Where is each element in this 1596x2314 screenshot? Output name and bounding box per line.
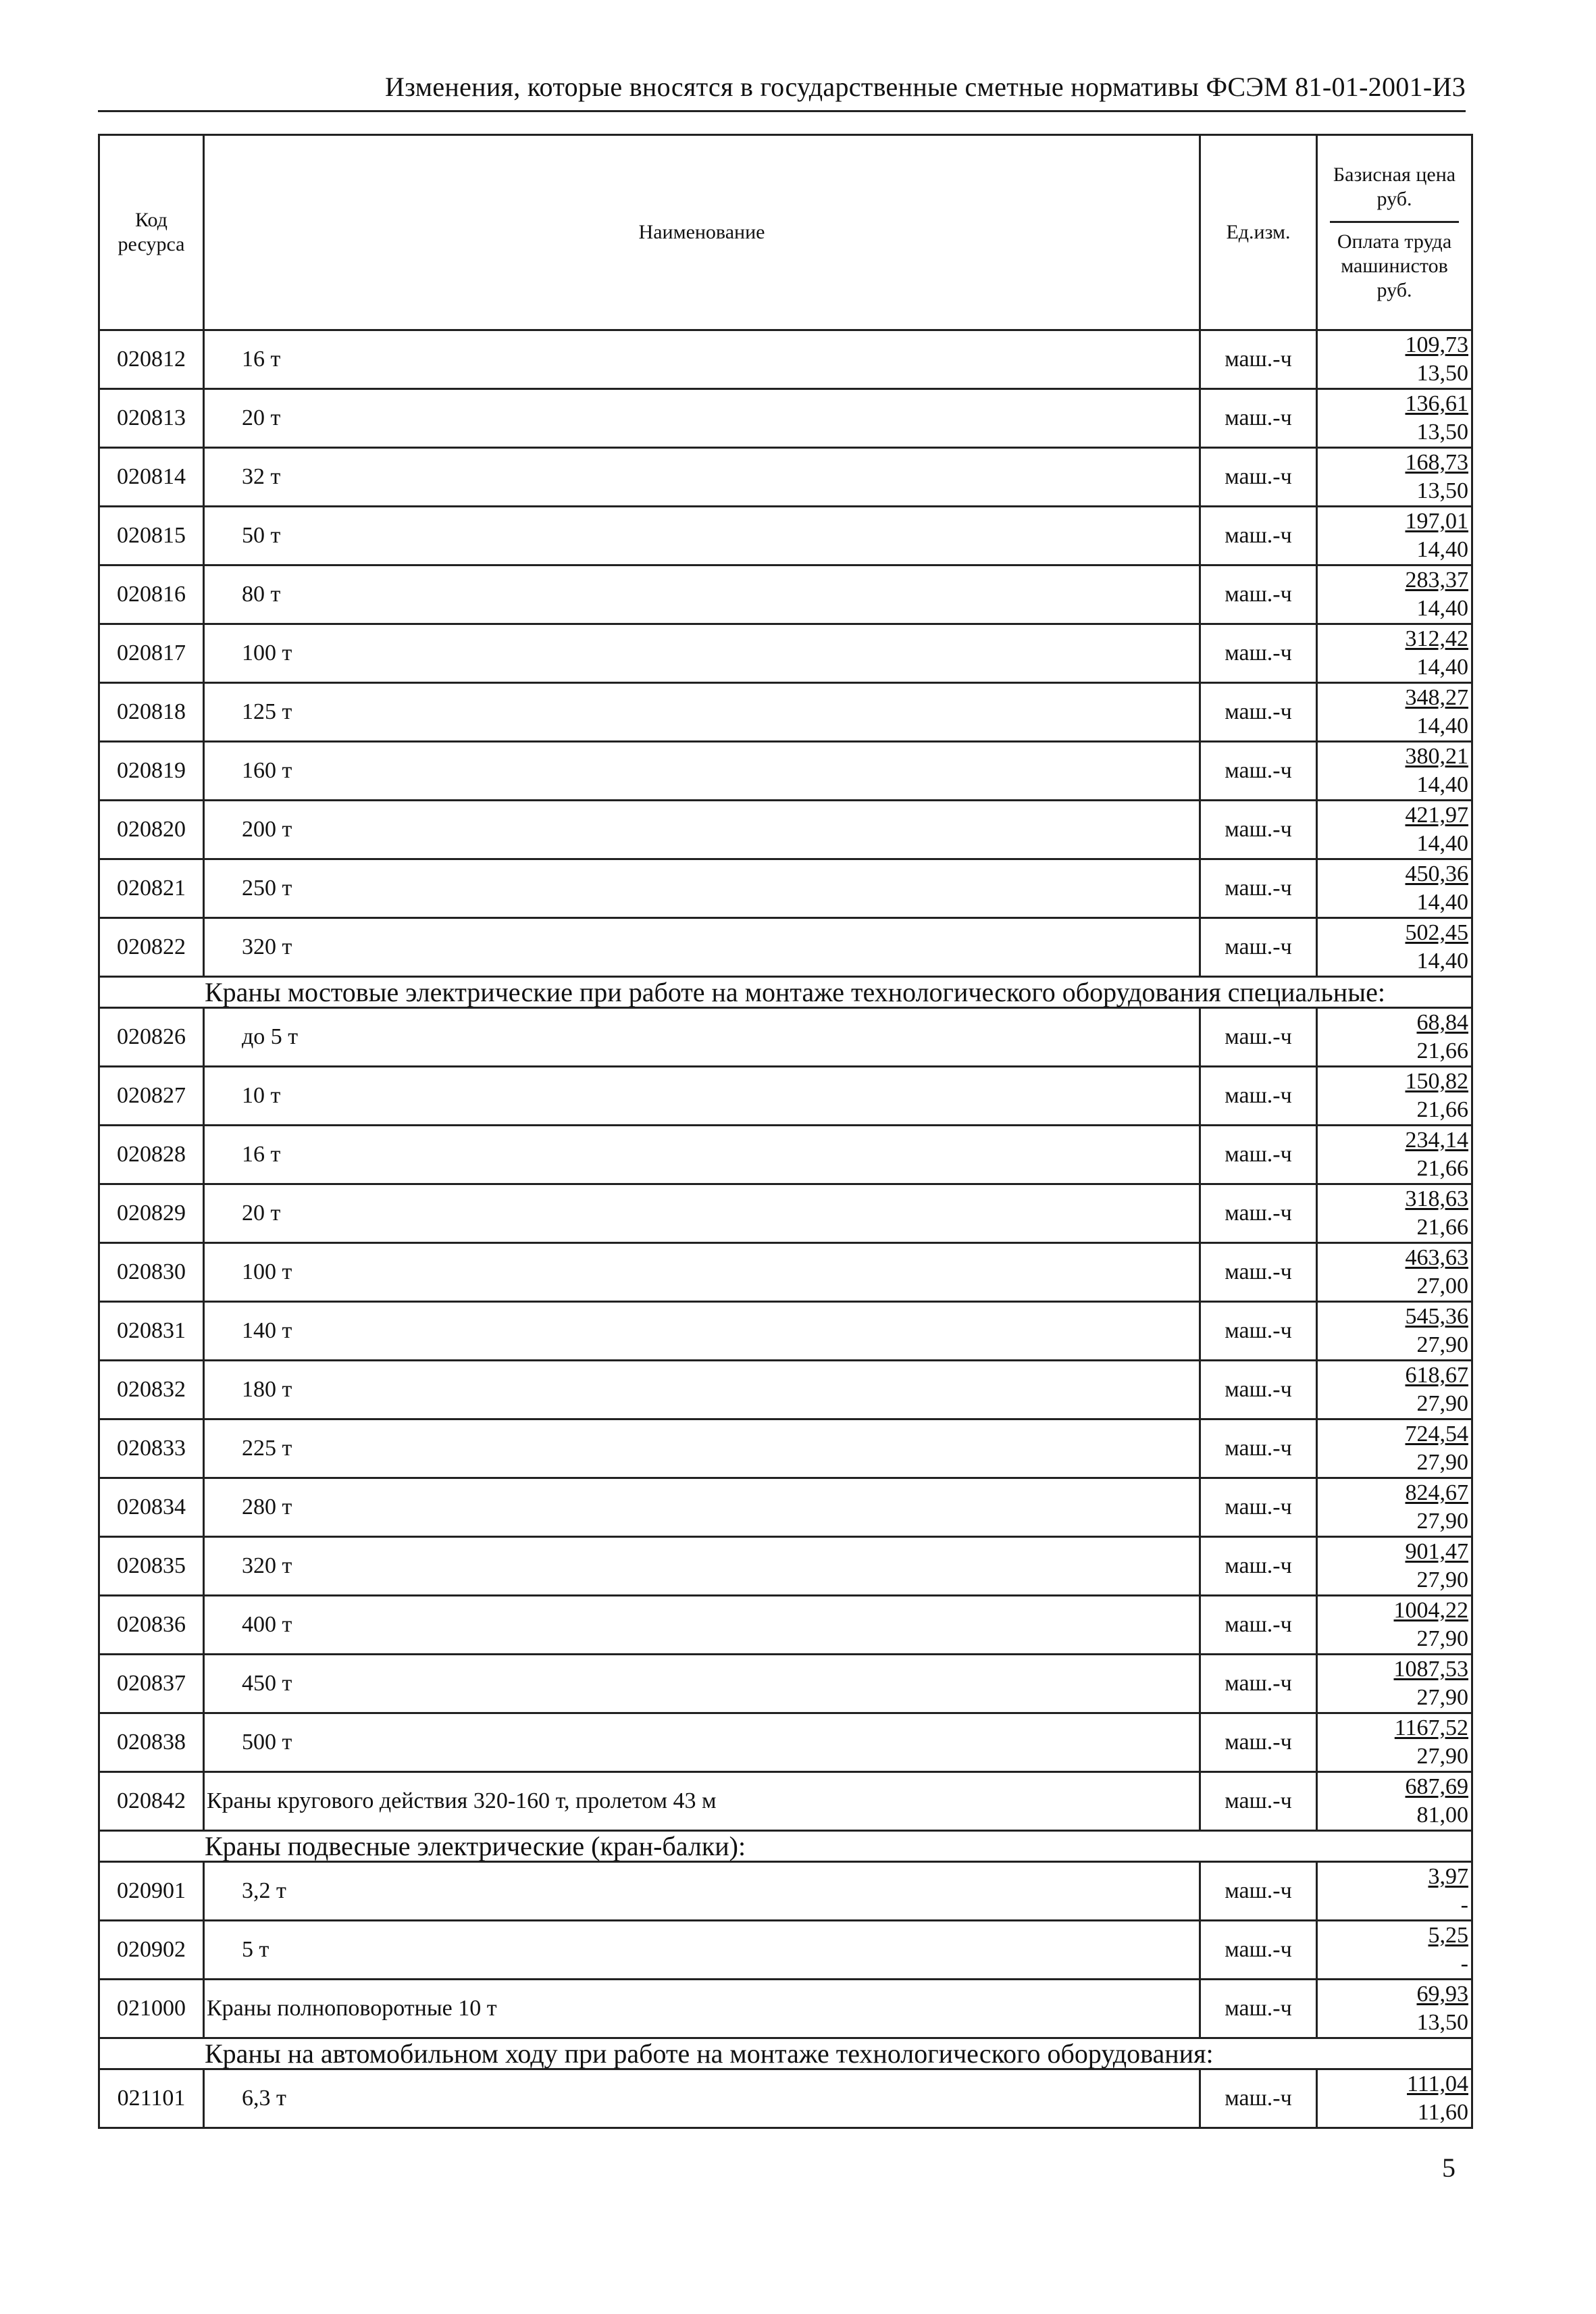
base-price-value: 463,63 (1405, 1245, 1468, 1270)
resource-code-cell: 020821 (99, 859, 204, 918)
table-row (99, 1184, 1472, 1243)
table-row (99, 1655, 1472, 1713)
operator-wage-value: 21,66 (1416, 1156, 1468, 1181)
table-row (99, 1980, 1472, 2038)
price-cell (1317, 389, 1472, 448)
unit-cell: маш.-ч (1200, 1302, 1317, 1361)
base-price-value: 450,36 (1405, 861, 1468, 886)
resource-name-cell: 20 т (204, 1184, 1200, 1243)
resource-name-cell: 80 т (204, 565, 1200, 624)
price-cell (1317, 565, 1472, 624)
unit-cell: маш.-ч (1200, 330, 1317, 389)
unit-cell: маш.-ч (1200, 918, 1317, 977)
column-header-unit: Ед.изм. (1200, 135, 1317, 330)
unit-cell: маш.-ч (1200, 2069, 1317, 2128)
table-row (99, 389, 1472, 448)
base-price-value: 234,14 (1405, 1128, 1468, 1153)
base-price-value: 421,97 (1405, 803, 1468, 828)
resource-code-cell: 020838 (99, 1713, 204, 1772)
column-header-price-wage: Оплата труда машинистов руб. (1337, 230, 1452, 301)
price-cell (1317, 624, 1472, 683)
unit-cell: маш.-ч (1200, 1772, 1317, 1831)
operator-wage-value: 27,90 (1416, 1450, 1468, 1475)
base-price-value: 545,36 (1405, 1304, 1468, 1329)
base-price-value: 1087,53 (1393, 1657, 1468, 1682)
operator-wage-value: 21,66 (1416, 1097, 1468, 1122)
resource-code-cell: 020902 (99, 1921, 204, 1980)
operator-wage-value: 14,40 (1416, 596, 1468, 621)
table-row (99, 448, 1472, 507)
resource-name-cell: 250 т (204, 859, 1200, 918)
base-price-value: 1167,52 (1394, 1715, 1468, 1740)
resource-name-cell: 32 т (204, 448, 1200, 507)
price-cell (1317, 1478, 1472, 1537)
resource-code-cell: 020816 (99, 565, 204, 624)
base-price-value: 68,84 (1416, 1010, 1468, 1035)
operator-wage-value: 14,40 (1416, 713, 1468, 738)
resource-code-cell: 020842 (99, 1772, 204, 1831)
price-cell (1317, 2069, 1472, 2128)
base-price-value: 824,67 (1405, 1480, 1468, 1505)
table-row (99, 507, 1472, 565)
unit-cell: маш.-ч (1200, 1862, 1317, 1921)
resource-code-cell: 020836 (99, 1596, 204, 1655)
header-rule (98, 110, 1466, 112)
unit-cell: маш.-ч (1200, 1067, 1317, 1126)
base-price-value: 197,01 (1405, 509, 1468, 534)
unit-cell: маш.-ч (1200, 1537, 1317, 1596)
table-row (99, 624, 1472, 683)
resource-name-cell: 180 т (204, 1361, 1200, 1419)
table-row (99, 801, 1472, 859)
price-cell (1317, 1419, 1472, 1478)
resource-name-cell: 5 т (204, 1921, 1200, 1980)
operator-wage-value: 27,90 (1416, 1509, 1468, 1534)
price-cell (1317, 859, 1472, 918)
price-cell (1317, 1537, 1472, 1596)
resource-code-cell: 020833 (99, 1419, 204, 1478)
price-cell (1317, 507, 1472, 565)
base-price-value: 687,69 (1405, 1774, 1468, 1799)
unit-cell: маш.-ч (1200, 1008, 1317, 1067)
table-row (99, 1008, 1472, 1067)
resource-name-cell: Краны полноповоротные 10 т (204, 1980, 1200, 2038)
operator-wage-value: 13,50 (1416, 478, 1468, 503)
unit-cell: маш.-ч (1200, 1921, 1317, 1980)
resource-name-cell: 450 т (204, 1655, 1200, 1713)
price-cell (1317, 1596, 1472, 1655)
resource-name-cell: 3,2 т (204, 1862, 1200, 1921)
price-cell (1317, 1655, 1472, 1713)
group-heading: Краны мостовые электрические при работе на монтаже технологического оборудования специальные: (99, 977, 1472, 1008)
unit-cell: маш.-ч (1200, 859, 1317, 918)
price-cell (1317, 1184, 1472, 1243)
resource-code-cell: 020818 (99, 683, 204, 742)
operator-wage-value: 81,00 (1416, 1803, 1468, 1828)
unit-cell: маш.-ч (1200, 1478, 1317, 1537)
group-heading-row (99, 1831, 1472, 1862)
operator-wage-value: - (1460, 1951, 1468, 1976)
resource-name-cell: 140 т (204, 1302, 1200, 1361)
base-price-value: 618,67 (1405, 1363, 1468, 1388)
resource-code-cell: 020819 (99, 742, 204, 801)
unit-cell: маш.-ч (1200, 1361, 1317, 1419)
resource-code-cell: 020832 (99, 1361, 204, 1419)
base-price-value: 168,73 (1405, 450, 1468, 475)
resource-name-cell: 280 т (204, 1478, 1200, 1537)
group-heading: Краны на автомобильном ходу при работе на монтаже технологического оборудования: (99, 2038, 1472, 2069)
resource-code-cell: 020827 (99, 1067, 204, 1126)
base-price-value: 380,21 (1405, 744, 1468, 769)
unit-cell: маш.-ч (1200, 1184, 1317, 1243)
base-price-value: 69,93 (1416, 1982, 1468, 2007)
resource-code-cell: 020837 (99, 1655, 204, 1713)
table-row (99, 1302, 1472, 1361)
column-header-name: Наименование (204, 135, 1200, 330)
base-price-value: 318,63 (1405, 1186, 1468, 1211)
operator-wage-value: 14,40 (1416, 772, 1468, 797)
operator-wage-value: 27,00 (1416, 1274, 1468, 1299)
resource-price-table (98, 134, 1473, 2129)
price-cell (1317, 330, 1472, 389)
price-cell (1317, 1361, 1472, 1419)
operator-wage-value: 27,90 (1416, 1332, 1468, 1357)
resource-name-cell: Краны кругового действия 320-160 т, пролетом 43 м (204, 1772, 1200, 1831)
operator-wage-value: 14,40 (1416, 831, 1468, 856)
resource-name-cell: 6,3 т (204, 2069, 1200, 2128)
unit-cell: маш.-ч (1200, 1713, 1317, 1772)
operator-wage-value: 13,50 (1416, 361, 1468, 386)
column-header-code: Код ресурса (99, 135, 204, 330)
unit-cell: маш.-ч (1200, 389, 1317, 448)
resource-code-cell: 020901 (99, 1862, 204, 1921)
price-cell (1317, 742, 1472, 801)
table-row (99, 565, 1472, 624)
table-row (99, 1361, 1472, 1419)
table-row (99, 1921, 1472, 1980)
price-cell (1317, 448, 1472, 507)
header-divider (1330, 221, 1459, 223)
unit-cell: маш.-ч (1200, 624, 1317, 683)
table-row (99, 1862, 1472, 1921)
resource-code-cell: 021101 (99, 2069, 204, 2128)
resource-code-cell: 020830 (99, 1243, 204, 1302)
price-cell (1317, 683, 1472, 742)
resource-code-cell: 020822 (99, 918, 204, 977)
operator-wage-value: 27,90 (1416, 1567, 1468, 1592)
base-price-value: 348,27 (1405, 685, 1468, 710)
table-row (99, 1596, 1472, 1655)
resource-code-cell: 020826 (99, 1008, 204, 1067)
unit-cell: маш.-ч (1200, 1126, 1317, 1184)
group-heading-row (99, 977, 1472, 1008)
group-heading-row (99, 2038, 1472, 2069)
page-number: 5 (1442, 2153, 1456, 2183)
table-row (99, 1713, 1472, 1772)
resource-code-cell: 020820 (99, 801, 204, 859)
resource-name-cell: 100 т (204, 1243, 1200, 1302)
resource-name-cell: 320 т (204, 1537, 1200, 1596)
resource-code-cell: 020829 (99, 1184, 204, 1243)
operator-wage-value: 27,90 (1416, 1391, 1468, 1416)
operator-wage-value: 21,66 (1416, 1038, 1468, 1063)
resource-code-cell: 020831 (99, 1302, 204, 1361)
resource-code-cell: 020817 (99, 624, 204, 683)
operator-wage-value: 27,90 (1416, 1626, 1468, 1651)
price-cell (1317, 1713, 1472, 1772)
unit-cell: маш.-ч (1200, 507, 1317, 565)
resource-name-cell: 225 т (204, 1419, 1200, 1478)
table-row (99, 1537, 1472, 1596)
resource-code-cell: 020812 (99, 330, 204, 389)
unit-cell: маш.-ч (1200, 1980, 1317, 2038)
resource-name-cell: 100 т (204, 624, 1200, 683)
unit-cell: маш.-ч (1200, 1243, 1317, 1302)
resource-name-cell: 200 т (204, 801, 1200, 859)
table-row (99, 1243, 1472, 1302)
unit-cell: маш.-ч (1200, 1596, 1317, 1655)
base-price-value: 3,97 (1428, 1864, 1468, 1889)
base-price-value: 5,25 (1428, 1923, 1468, 1948)
resource-name-cell: 400 т (204, 1596, 1200, 1655)
operator-wage-value: 27,90 (1416, 1685, 1468, 1710)
base-price-value: 502,45 (1405, 920, 1468, 945)
column-header-price-base: Базисная цена руб. (1333, 163, 1456, 210)
unit-cell: маш.-ч (1200, 448, 1317, 507)
base-price-value: 150,82 (1405, 1069, 1468, 1094)
price-cell (1317, 801, 1472, 859)
base-price-value: 724,54 (1405, 1422, 1468, 1447)
price-cell (1317, 1008, 1472, 1067)
base-price-value: 283,37 (1405, 568, 1468, 593)
base-price-value: 111,04 (1407, 2071, 1468, 2096)
table-row (99, 1067, 1472, 1126)
unit-cell: маш.-ч (1200, 565, 1317, 624)
table-body (99, 330, 1472, 2128)
table-row (99, 1772, 1472, 1831)
resource-code-cell: 020813 (99, 389, 204, 448)
price-cell (1317, 1921, 1472, 1980)
base-price-value: 1004,22 (1393, 1598, 1468, 1623)
table-row (99, 683, 1472, 742)
unit-cell: маш.-ч (1200, 801, 1317, 859)
table-row (99, 1419, 1472, 1478)
operator-wage-value: 13,50 (1416, 2010, 1468, 2035)
operator-wage-value: 14,40 (1416, 890, 1468, 915)
base-price-value: 312,42 (1405, 626, 1468, 651)
unit-cell: маш.-ч (1200, 1655, 1317, 1713)
unit-cell: маш.-ч (1200, 683, 1317, 742)
base-price-value: 109,73 (1405, 332, 1468, 357)
price-cell (1317, 1862, 1472, 1921)
resource-name-cell: 50 т (204, 507, 1200, 565)
price-cell (1317, 1772, 1472, 1831)
operator-wage-value: 27,90 (1416, 1744, 1468, 1769)
operator-wage-value: 11,60 (1417, 2100, 1468, 2125)
price-cell (1317, 1067, 1472, 1126)
column-header-price (1317, 135, 1472, 330)
resource-name-cell: 20 т (204, 389, 1200, 448)
base-price-value: 136,61 (1405, 391, 1468, 416)
resource-name-cell: до 5 т (204, 1008, 1200, 1067)
group-heading: Краны подвесные электрические (кран-балки): (99, 1831, 1472, 1862)
table-row (99, 1126, 1472, 1184)
operator-wage-value: - (1460, 1892, 1468, 1917)
operator-wage-value: 13,50 (1416, 420, 1468, 445)
operator-wage-value: 14,40 (1416, 655, 1468, 680)
table-row (99, 918, 1472, 977)
table-row (99, 742, 1472, 801)
operator-wage-value: 21,66 (1416, 1215, 1468, 1240)
resource-code-cell: 020835 (99, 1537, 204, 1596)
table-row (99, 859, 1472, 918)
unit-cell: маш.-ч (1200, 1419, 1317, 1478)
resource-name-cell: 160 т (204, 742, 1200, 801)
resource-name-cell: 10 т (204, 1067, 1200, 1126)
resource-code-cell: 020834 (99, 1478, 204, 1537)
resource-name-cell: 500 т (204, 1713, 1200, 1772)
resource-name-cell: 16 т (204, 1126, 1200, 1184)
base-price-value: 901,47 (1405, 1539, 1468, 1564)
table-row (99, 1478, 1472, 1537)
unit-cell: маш.-ч (1200, 742, 1317, 801)
operator-wage-value: 14,40 (1416, 537, 1468, 562)
resource-name-cell: 320 т (204, 918, 1200, 977)
price-cell (1317, 1243, 1472, 1302)
price-cell (1317, 1980, 1472, 2038)
price-cell (1317, 1302, 1472, 1361)
resource-code-cell: 021000 (99, 1980, 204, 2038)
price-cell (1317, 918, 1472, 977)
resource-code-cell: 020828 (99, 1126, 204, 1184)
price-cell (1317, 1126, 1472, 1184)
table-header-row (99, 135, 1472, 330)
resource-name-cell: 16 т (204, 330, 1200, 389)
table-row (99, 330, 1472, 389)
resource-name-cell: 125 т (204, 683, 1200, 742)
operator-wage-value: 14,40 (1416, 949, 1468, 974)
resource-code-cell: 020815 (99, 507, 204, 565)
resource-code-cell: 020814 (99, 448, 204, 507)
table-row (99, 2069, 1472, 2128)
page-header-title: Изменения, которые вносятся в государственные сметные нормативы ФСЭМ 81-01-2001-И3 (384, 72, 1466, 102)
